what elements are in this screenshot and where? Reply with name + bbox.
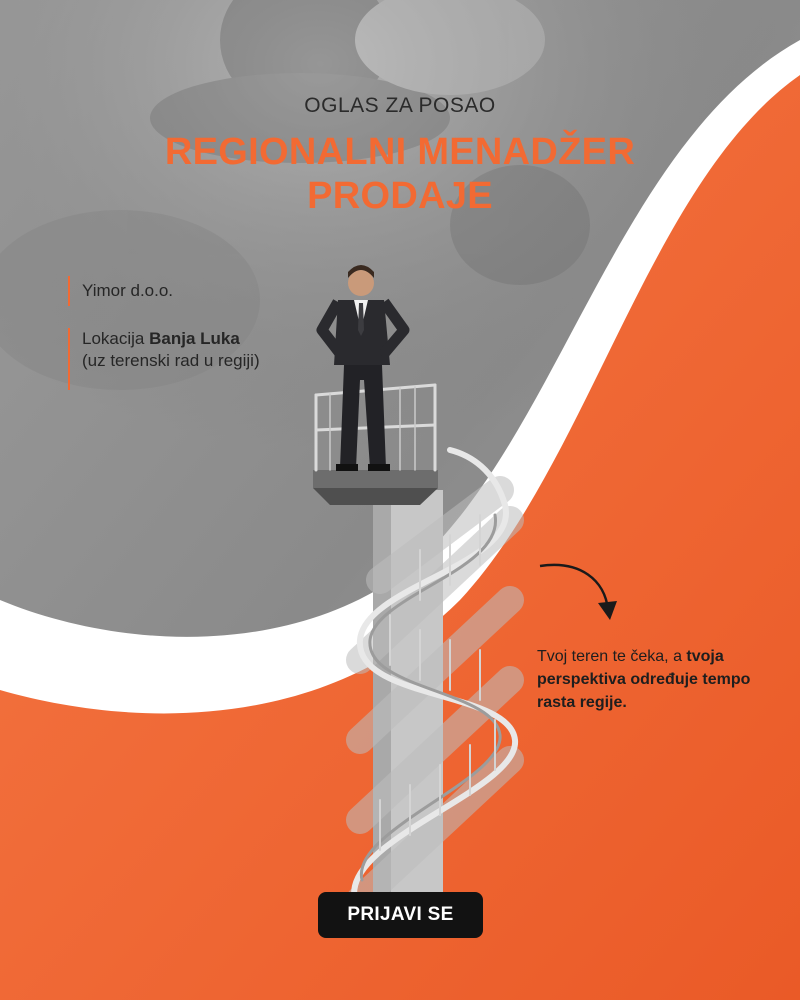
job-title-line-2: PRODAJE xyxy=(307,175,493,217)
company-name: Yimor d.o.o. xyxy=(68,276,173,306)
job-title xyxy=(0,130,800,218)
location-block xyxy=(68,328,260,390)
job-ad-eyebrow: OGLAS ZA POSAO xyxy=(304,94,496,117)
tagline-part-2: tvoja perspektiva određuje tempo rasta regije. xyxy=(537,648,751,711)
location-note: (uz terenski rad u regiji) xyxy=(82,351,260,370)
tagline-part-1: Tvoj teren te čeka, a xyxy=(537,648,682,665)
location-prefix: Lokacija xyxy=(82,329,145,348)
location-city: Banja Luka xyxy=(149,329,240,348)
apply-button[interactable]: PRIJAVI SE xyxy=(318,892,483,938)
job-title-line-1: REGIONALNI MENADŽER xyxy=(164,131,636,173)
tagline xyxy=(537,645,777,714)
